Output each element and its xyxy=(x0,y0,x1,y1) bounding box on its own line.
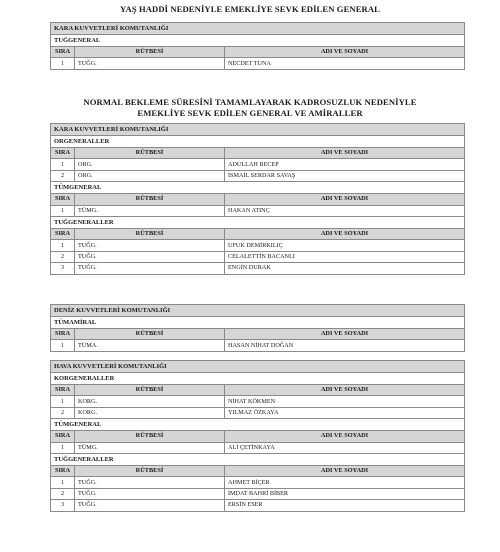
group-label: TUĞGENERAL xyxy=(51,35,465,47)
table-row xyxy=(51,488,465,499)
section1-table xyxy=(50,22,465,70)
cell-no: 3 xyxy=(51,500,75,511)
header-no: SIRA xyxy=(51,385,75,396)
group-row xyxy=(51,419,465,431)
group-row xyxy=(51,136,465,148)
header-no: SIRA xyxy=(51,47,75,58)
header-row xyxy=(51,465,465,476)
cell-name: NİHAT KÖKMEN xyxy=(225,396,465,407)
cell-rank: TUĞG. xyxy=(75,251,225,262)
section2-title-line2: EMEKLİYE SEVK EDİLEN GENERAL VE AMİRALLER xyxy=(137,108,363,118)
table-row xyxy=(51,396,465,407)
header-name: ADI VE SOYADI xyxy=(225,148,465,159)
cell-rank: TUĞG. xyxy=(75,488,225,499)
group-row xyxy=(51,317,465,329)
table-row xyxy=(51,58,465,69)
cell-no: 2 xyxy=(51,251,75,262)
table-row xyxy=(51,407,465,418)
cell-name: ERSİN ESER xyxy=(225,500,465,511)
group-label: TUĞGENERALLER xyxy=(51,453,465,465)
command-row xyxy=(51,23,465,35)
cell-rank: TUĞG. xyxy=(75,58,225,69)
cell-no: 1 xyxy=(51,159,75,170)
header-name: ADI VE SOYADI xyxy=(225,228,465,239)
group-row xyxy=(51,182,465,194)
cell-rank: KORG. xyxy=(75,407,225,418)
group-label: ORGENERALLER xyxy=(51,136,465,148)
command-row xyxy=(51,361,465,373)
group-row xyxy=(51,35,465,47)
group-label: KORGENERALLER xyxy=(51,373,465,385)
cell-name: CELALETTİN BACANLI xyxy=(225,251,465,262)
cell-no: 1 xyxy=(51,396,75,407)
cell-name: ALİ ÇETİNKAYA xyxy=(225,442,465,453)
table-row xyxy=(51,442,465,453)
cell-no: 1 xyxy=(51,240,75,251)
cell-rank: TUĞG. xyxy=(75,500,225,511)
header-row xyxy=(51,431,465,442)
header-no: SIRA xyxy=(51,148,75,159)
header-name: ADI VE SOYADI xyxy=(225,385,465,396)
group-label: TÜMGENERAL xyxy=(51,419,465,431)
table-row xyxy=(51,240,465,251)
cell-name: İMDAT BAHRİ BİBER xyxy=(225,488,465,499)
header-no: SIRA xyxy=(51,228,75,239)
header-no: SIRA xyxy=(51,329,75,340)
cell-no: 3 xyxy=(51,263,75,274)
table-row xyxy=(51,477,465,488)
group-label: TÜMAMİRAL xyxy=(51,317,465,329)
cell-name: AHMET BİÇER xyxy=(225,477,465,488)
table-row xyxy=(51,170,465,181)
command-label: KARA KUVVETLERİ KOMUTANLIĞI xyxy=(51,23,465,35)
cell-name: ENGİN DURAK xyxy=(225,263,465,274)
cell-name: YILMAZ ÖZKAYA xyxy=(225,407,465,418)
cell-no: 2 xyxy=(51,488,75,499)
table-row xyxy=(51,205,465,216)
header-no: SIRA xyxy=(51,194,75,205)
cell-rank: TÜMA. xyxy=(75,340,225,351)
header-name: ADI VE SOYADI xyxy=(225,194,465,205)
cell-no: 2 xyxy=(51,407,75,418)
table-row xyxy=(51,263,465,274)
cell-no: 1 xyxy=(51,340,75,351)
command-label: KARA KUVVETLERİ KOMUTANLIĞI xyxy=(51,124,465,136)
header-rank: RÜTBESİ xyxy=(75,228,225,239)
command-label: HAVA KUVVETLERİ KOMUTANLIĞI xyxy=(51,361,465,373)
header-row xyxy=(51,385,465,396)
group-label: TÜMGENERAL xyxy=(51,182,465,194)
cell-no: 1 xyxy=(51,442,75,453)
header-no: SIRA xyxy=(51,431,75,442)
cell-rank: KORG. xyxy=(75,396,225,407)
command-row xyxy=(51,124,465,136)
cell-no: 1 xyxy=(51,205,75,216)
header-rank: RÜTBESİ xyxy=(75,194,225,205)
section1-title: YAŞ HADDİ NEDENİYLE EMEKLİYE SEVK EDİLEN GENERAL xyxy=(120,4,380,14)
cell-name: HASAN NİHAT DOĞAN xyxy=(225,340,465,351)
header-name: ADI VE SOYADI xyxy=(225,465,465,476)
header-no: SIRA xyxy=(51,465,75,476)
group-row xyxy=(51,373,465,385)
table-row xyxy=(51,251,465,262)
command-row xyxy=(51,305,465,317)
header-rank: RÜTBESİ xyxy=(75,148,225,159)
group-label: TUĞGENERALLER xyxy=(51,216,465,228)
cell-rank: TUĞG. xyxy=(75,240,225,251)
deniz-table xyxy=(50,304,465,352)
cell-rank: TÜMG. xyxy=(75,205,225,216)
header-row xyxy=(51,329,465,340)
cell-no: 2 xyxy=(51,170,75,181)
group-row xyxy=(51,453,465,465)
section2-title-line1: NORMAL BEKLEME SÜRESİNİ TAMAMLAYARAK KADROSUZLUK NEDENİYLE xyxy=(83,97,417,107)
header-name: ADI VE SOYADI xyxy=(225,47,465,58)
kara-table xyxy=(50,123,465,275)
hava-table xyxy=(50,360,465,512)
table-row xyxy=(51,340,465,351)
cell-name: ADULLAH RECEP xyxy=(225,159,465,170)
header-row xyxy=(51,194,465,205)
cell-rank: TUĞG. xyxy=(75,477,225,488)
header-rank: RÜTBESİ xyxy=(75,47,225,58)
header-rank: RÜTBESİ xyxy=(75,431,225,442)
cell-rank: ORG. xyxy=(75,159,225,170)
section2-title xyxy=(0,97,500,119)
cell-rank: ORG. xyxy=(75,170,225,181)
cell-no: 1 xyxy=(51,58,75,69)
command-label: DENİZ KUVVETLERİ KOMUTANLIĞI xyxy=(51,305,465,317)
header-rank: RÜTBESİ xyxy=(75,329,225,340)
table-row xyxy=(51,500,465,511)
header-row xyxy=(51,228,465,239)
cell-no: 1 xyxy=(51,477,75,488)
header-row xyxy=(51,148,465,159)
header-name: ADI VE SOYADI xyxy=(225,329,465,340)
cell-rank: TÜMG. xyxy=(75,442,225,453)
header-rank: RÜTBESİ xyxy=(75,465,225,476)
group-row xyxy=(51,216,465,228)
header-name: ADI VE SOYADI xyxy=(225,431,465,442)
header-rank: RÜTBESİ xyxy=(75,385,225,396)
cell-name: NECDET TUNA xyxy=(225,58,465,69)
cell-name: UFUK DEMİRKILIÇ xyxy=(225,240,465,251)
header-row xyxy=(51,47,465,58)
cell-name: İSMAİL SERDAR SAVAŞ xyxy=(225,170,465,181)
cell-rank: TUĞG. xyxy=(75,263,225,274)
table-row xyxy=(51,159,465,170)
cell-name: HAKAN ATINÇ xyxy=(225,205,465,216)
